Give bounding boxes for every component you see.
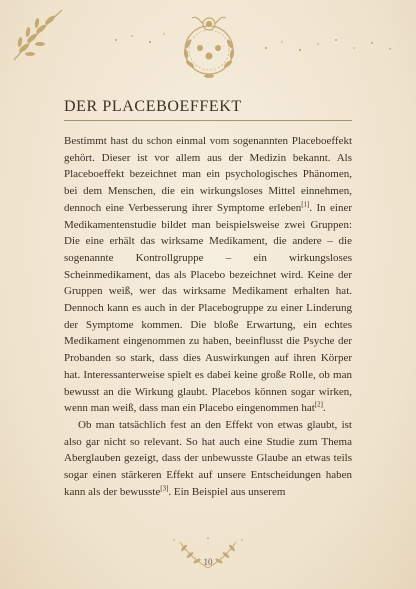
article-body	[64, 133, 352, 500]
sparkle-dots-icon	[110, 30, 170, 50]
footnote-ref[interactable]: [1]	[301, 200, 310, 209]
laurel-sprig-icon	[10, 4, 70, 64]
footnote-ref[interactable]: [3]	[160, 484, 169, 493]
divider	[64, 120, 352, 121]
paragraph: Bestimmt hast du schon einmal vom sogenannten Placeboeffekt gehört. Dieser ist vor allem aus der Medizin bekannt. Als Placeboeffekt bezeichnet man ein psychologisches Phänomen, bei dem Menschen, die ein wirkungsloses Mittel einnehmen, dennoch eine Verbesserung ihrer Symptome erleben[1]. In einer Medikamentenstudie bildet man beispielsweise zwei Gruppen: Die eine erhält das wirksame Medikament, die andere – die sogenannte Kontrollgruppe – ein wirkungsloses Scheinmedikament, das als Placebo bezeichnet wird. Keine der Gruppen weiß, wer das wirksame Medikament erhalten hat. Dennoch kann es auch in der Placebogruppe zu einer Linderung der Symptome kommen. Die bloße Erwartung, ein echtes Medikament eingenommen zu haben, beeinflusst die Psyche der Probanden so stark, dass dies Auswirkungen auf ihren Körper hat. Interessanterweise spielt es dabei keine große Rolle, ob man bewusst an die Wirkung glaubt. Placebos können sogar wirken, wenn man weiß, dass man ein Placebo eingenommen hat[2].	[64, 135, 352, 415]
paragraph: Ob man tatsächlich fest an den Effekt von etwas glaubt, ist also gar nicht so relevant. So hat auch eine Studie zum Thema Aberglauben gezeigt, dass der unbewusste Glaube an etwas teils sogar einen stärkeren Effekt auf unsere Entscheidungen haben kann als der bewusste[3]. Ein Beispiel aus unserem	[64, 418, 352, 498]
footnote-ref[interactable]: [2]	[314, 400, 323, 409]
floral-wreath-icon	[170, 8, 248, 86]
page-title: DER PLACEBOEFFEKT	[64, 98, 242, 115]
sparkle-dots-icon	[260, 36, 400, 56]
page-number: 10	[203, 557, 213, 567]
